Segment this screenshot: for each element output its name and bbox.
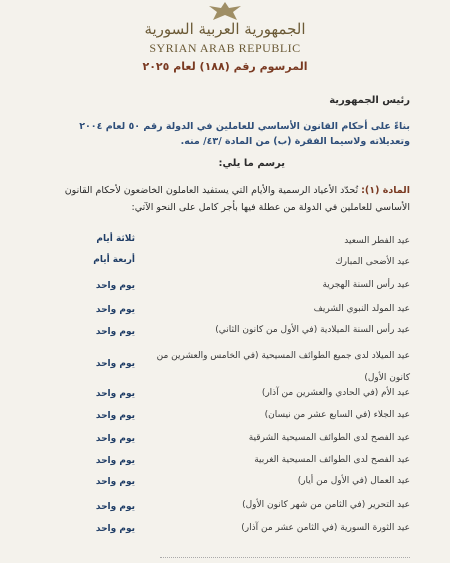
holiday-name: عيد الفصح لدى الطوائف المسيحية الشرقية [248,433,410,443]
holiday-duration: يوم واحد [95,434,135,444]
article-one [32,182,410,216]
country-title-english: SYRIAN ARAB REPUBLIC [149,41,301,55]
holiday-name: عيد الميلاد لدى جميع الطوائف المسيحية (في الخامس والعشرين من كانون الأول) [156,351,410,383]
decrees-heading: يرسم ما يلي: [218,158,285,169]
holiday-duration: يوم واحد [95,411,135,421]
holiday-duration: يوم واحد [95,305,135,315]
holiday-duration: يوم واحد [95,281,135,291]
holiday-name: عيد الفصح لدى الطوائف المسيحية الغربية [254,455,410,465]
legal-basis-paragraph: بناءً على أحكام القانون الأساسي للعاملين في الدولة رقم ٥٠ لعام ٢٠٠٤ وتعديلاته ولاسيما الفقرة (ب) من المادة /٤٣/ منه. [79,121,410,147]
holiday-duration: يوم واحد [95,524,135,534]
holiday-duration: ثلاثة أيام [96,234,135,244]
eagle-emblem-icon [205,0,245,22]
holiday-duration: يوم واحد [95,502,135,512]
article-label: المادة (١): [361,185,410,196]
holiday-duration: أربعة أيام [93,255,135,265]
holiday-name: عيد الفطر السعيد [344,236,410,246]
holiday-name: عيد العمال (في الأول من أيار) [297,476,410,486]
decree-number: المرسوم رقم (١٨٨) لعام ٢٠٢٥ [142,60,308,73]
holiday-duration: يوم واحد [95,456,135,466]
holiday-name: عيد التحرير (في الثامن من شهر كانون الأول) [242,500,410,510]
holiday-name: عيد الثورة السورية (في الثامن عشر من آذار) [241,523,410,533]
holiday-name: عيد الجلاء (في السابع عشر من نيسان) [264,410,410,420]
footer-divider [160,557,410,559]
president-heading: رئيس الجمهورية [329,95,410,106]
holiday-name: عيد المولد النبوي الشريف [313,304,410,314]
holiday-duration: يوم واحد [95,359,135,369]
holiday-name: عيد رأس السنة الهجرية [322,280,410,290]
holiday-duration: يوم واحد [95,389,135,399]
country-title-arabic: الجمهورية العربية السورية [144,20,306,38]
holiday-name: عيد رأس السنة الميلادية (في الأول من كانون الثاني) [215,325,410,335]
holiday-duration: يوم واحد [95,477,135,487]
article-text: تُحدّد الأعياد الرسمية والأيام التي يستفيد العاملون الخاضعون لأحكام القانون الأساسي للعاملين في الدولة من عطلة فيها بأجر كامل على النحو الآتي: [64,185,410,213]
holiday-name: عيد الأم (في الحادي والعشرين من آذار) [261,388,410,398]
holiday-name: عيد الأضحى المبارك [335,257,410,267]
holiday-duration: يوم واحد [95,327,135,337]
